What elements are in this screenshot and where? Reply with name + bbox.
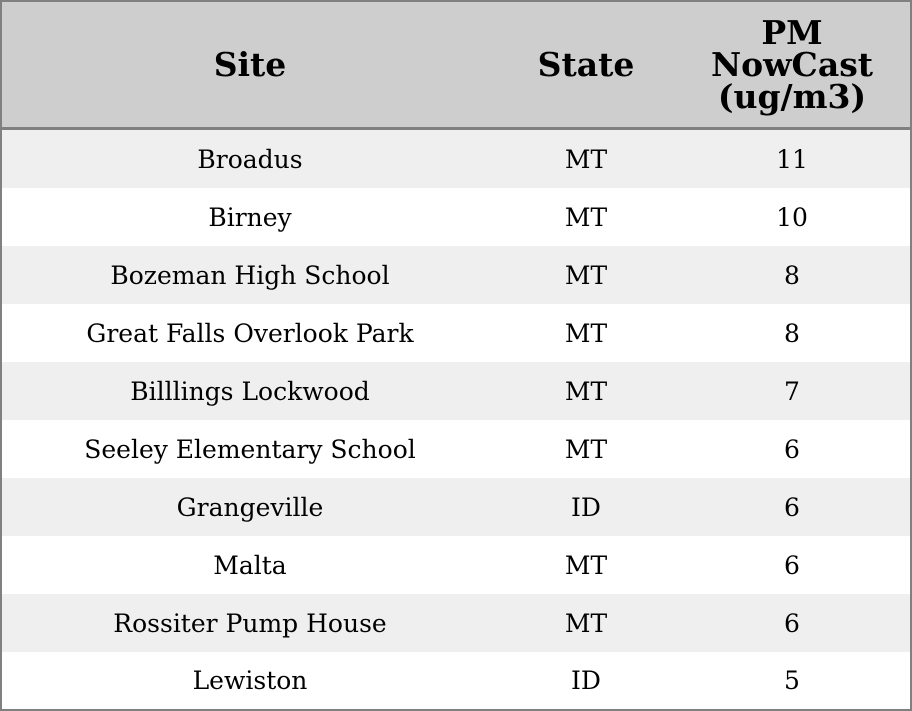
pm-value-cell: 6 — [674, 478, 910, 536]
pm-value-cell: 6 — [674, 536, 910, 594]
header-row — [2, 2, 910, 129]
table-row — [2, 246, 910, 304]
column-header-site: Site — [2, 2, 498, 129]
table-row — [2, 129, 910, 189]
state-cell: MT — [498, 304, 674, 362]
state-cell: MT — [498, 420, 674, 478]
table-row — [2, 304, 910, 362]
pm-nowcast-table — [2, 2, 910, 709]
pm-value-cell: 6 — [674, 594, 910, 652]
state-cell: MT — [498, 362, 674, 420]
table-row — [2, 594, 910, 652]
site-cell: Lewiston — [2, 652, 498, 709]
table-row — [2, 362, 910, 420]
table-row — [2, 652, 910, 709]
table-body — [2, 129, 910, 710]
site-cell: Grangeville — [2, 478, 498, 536]
pm-value-cell: 8 — [674, 304, 910, 362]
state-cell: MT — [498, 536, 674, 594]
state-cell: MT — [498, 129, 674, 189]
site-cell: Broadus — [2, 129, 498, 189]
pm-value-cell: 6 — [674, 420, 910, 478]
site-cell: Rossiter Pump House — [2, 594, 498, 652]
column-header-state: State — [498, 2, 674, 129]
pm-header-line-2: NowCast — [710, 44, 874, 84]
site-cell: Billlings Lockwood — [2, 362, 498, 420]
pm-value-cell: 8 — [674, 246, 910, 304]
pm-header-line-3: (ug/m3) — [717, 76, 867, 116]
table-row — [2, 536, 910, 594]
site-cell: Malta — [2, 536, 498, 594]
table-header — [2, 2, 910, 129]
pm-value-cell: 7 — [674, 362, 910, 420]
state-cell: ID — [498, 652, 674, 709]
column-header-pm-nowcast — [674, 2, 910, 129]
table-row — [2, 478, 910, 536]
site-cell: Seeley Elementary School — [2, 420, 498, 478]
site-cell: Bozeman High School — [2, 246, 498, 304]
state-cell: MT — [498, 246, 674, 304]
table-row — [2, 188, 910, 246]
site-cell: Great Falls Overlook Park — [2, 304, 498, 362]
pm-value-cell: 5 — [674, 652, 910, 709]
state-cell: MT — [498, 188, 674, 246]
pm-header-line-1: PM — [761, 12, 823, 52]
table-row — [2, 420, 910, 478]
pm-value-cell: 11 — [674, 129, 910, 189]
state-cell: MT — [498, 594, 674, 652]
site-cell: Birney — [2, 188, 498, 246]
pm-value-cell: 10 — [674, 188, 910, 246]
state-cell: ID — [498, 478, 674, 536]
